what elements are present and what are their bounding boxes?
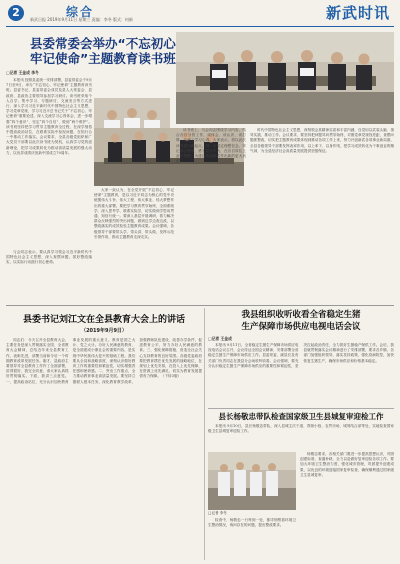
header-rule: [6, 26, 394, 27]
section-title: 综合: [66, 5, 95, 19]
article3-byline: □记者 王金成: [208, 336, 232, 341]
article1-byline: □记者 王金成 李冬: [6, 70, 39, 75]
article1-headline-line1: 县委常委会举办“不忘初心: [30, 36, 176, 51]
article1-headline-line2: 牢记使命”主题教育读书班: [30, 51, 176, 66]
article3-body: 本报讯 9月11日，全省稳定生猪生产保障市场供应电视电话会议召开，会议传达全国会议精神，安排部署全省稳定生猪生产保障市场供应工作。县委常委、副县长及有关部门负责同志在我县分会场收听收看。会议强调，要充分认识稳定生猪生产保障市场供应的重要性和紧迫性，坚决扛起政治责任，全力抓好生猪稳产保供工作。会后，我县就贯彻落实会议精神进行了安排部署，要求各乡镇、各部门加强组织领导，落实扶持政策，强化疫病防控，加快恢复生猪生产，确保市场供应和价格基本稳定。: [208, 343, 394, 368]
article2-date: （2019年9月9日）: [81, 328, 127, 334]
article3-headline-line1: 我县组织收听收看全省稳定生猪: [241, 310, 361, 320]
page-header: [6, 3, 394, 25]
column-divider: [204, 308, 205, 560]
article4-byline: □记者 李冬: [208, 511, 227, 515]
article1-body-mid: 大家一致认为，在全党开展“不忘初心、牢记使命”主题教育，是以习近平同志为核心的党中央统揽伟大斗争、伟大工程、伟大事业、伟大梦想作出的重大部署。要把学习教育贯穿始终，全面系统学、深入思考学、联系实际学，切实做到学思用贯通、知信行统一。要深入基层开展调研，着力解决群众反映强烈的突出问题，做到边学边查边改，以整改落实的成效检验主题教育成果。会议强调，各级领导干部要带头学、带头讲、带头做，发挥示范引领作用，推动主题教育走深走实。: [94, 188, 174, 239]
issue-meta: 新武日报 2019年9月11日 星期三 责编：李冬 版式：何新: [30, 17, 133, 22]
article4-body: 杨敬忠要求，各相关部门要进一步提高思想认识，对照创建标准，查漏补缺，全力以赴做好复审迎检各项工作。要加大环境卫生整治力度，强化城市管理，巩固提升创建成果，以优良的环境迎接国家复审检查，确保顺利通过国家级卫生县城复审。: [300, 452, 394, 477]
article1-body-left: 本报讯 按照县委统一安排部署，县委常委会于9月7日至9日，举办“不忘初心、牢记使命”主题教育读书班。县委书记、县委常委会成员及县人大常委会、县政府、县政协主要领导参加学习研讨。读书班采取个人自学、集中学习、专题研讨、交流发言等方式进行，深入学习习近平新时代中国特色社会主义思想，学习党章党规，学习习近平总书记关于“不忘初心、牢记使命”重要论述，深入交流学习心得体会，进一步增强“四个意识”、坚定“四个自信”、做到“两个维护”。读书班坚持把学习贯穿主题教育全过程，在深学细悟中提高政治站位，在联系实际中检视问题，在知行合一中推动工作落实。会议要求，全县各级党组织和广大党员干部要以此次读书班为契机，认真学习党的创新理论，把学习成果转化为推动高质量发展的强大动力，以优异成绩庆祝新中国成立70周年。: [6, 78, 92, 155]
article1-body-right: 读书班上，与会同志围绕学习内容，结合各自分管工作，谈体会、谈认识、谈打算，交流了学习心得。大家表示，将以此次读书班为新起点，进一步坚定理想信念，牢记初心使命，勇于担当作为，在各自岗位上奋力拼搏，为建设美丽新武作出新的更大贡献。: [176, 128, 246, 164]
page-number: 2: [8, 5, 24, 21]
article3-divider: [208, 408, 394, 409]
meeting-photo-main: [176, 32, 394, 124]
article1-body-far: 时代中国特色社会主义思想，深刻领会其精神实质和丰富内涵，自觉用以武装头脑、指导实践、推动工作。会议要求，要坚持把问题导向贯穿始终，对照党章党规找差距，查摆问题抓整改，切实把主题教育成果体现到推动各项工作上来，努力开创新武各项事业新局面。全县各级领导干部要发挥表率作用，以上率下、以身作则，把学习成效转化为干事创业的精气神，为全县经济社会高质量发展提供坚强保证。: [250, 128, 394, 153]
article4-body-top: 本报讯 9月10日，县长杨敬忠带队，深入县城主次干道、背街小巷、农贸市场、城郊结合部等处，实地检查国家级卫生县城复审迎检工作。: [208, 424, 394, 434]
masthead-brand: 新武时讯: [325, 4, 390, 22]
inspection-photo: [208, 452, 296, 510]
article2-headline: 县委书记刘江文在全县教育大会上的讲话: [22, 315, 185, 325]
article4-body-cont: 检查中，杨敬忠一行每到一处，都详细察看环境卫生整治情况，询问存在的问题，提出整改要求。: [208, 518, 296, 528]
article1-body-left-cont: 与会同志表示，要认真学习领会习近平新时代中国特色社会主义思想，深入查摆问题，抓好整改落实，以实际行动践行初心使命。: [6, 250, 92, 265]
article3-headline-line2: 生产保障市场供应电视电话会议: [241, 322, 361, 332]
section-divider: [6, 305, 394, 306]
article4-headline: 县长杨敬忠带队检查国家级卫生县城复审迎检工作: [218, 412, 384, 421]
article2-body: 同志们：今天召开全县教育大会，主要任务是深入贯彻落实全国、全省教育大会精神，总结近年来全县教育工作，表彰先进，部署当前和今后一个时期教育改革发展任务。刚才，县政府主要领导对全县教育工作作了全面部署，讲得很好，我完全同意，请大家认真抓好贯彻落实。下面，我讲三点意见。一、提高政治站位，充分认识加快教育事业发展的重大意义。教育是国之大计、党之大计。办好人民满意的教育，是全面建成小康社会的重要内容，是实现中华民族伟大复兴的基础工程。我们要从全局和战略高度，深刻认识做好教育工作的重要性和紧迫性，切实增强责任感和使命感。二、突出工作重点，全力推动教育事业高质量发展。要坚持立德树人根本任务，深化教育教学改革，加强教师队伍建设，改善办学条件，促进教育公平，努力办好人民满意的教育。三、强化保障措施，营造全社会关心支持教育的良好氛围。各级党委政府要把教育摆在优先发展的战略地位，在规划上优先安排，在投入上优先保障，在资源上优先满足，切实为教育发展提供有力保障。（下转3版）: [6, 338, 202, 384]
